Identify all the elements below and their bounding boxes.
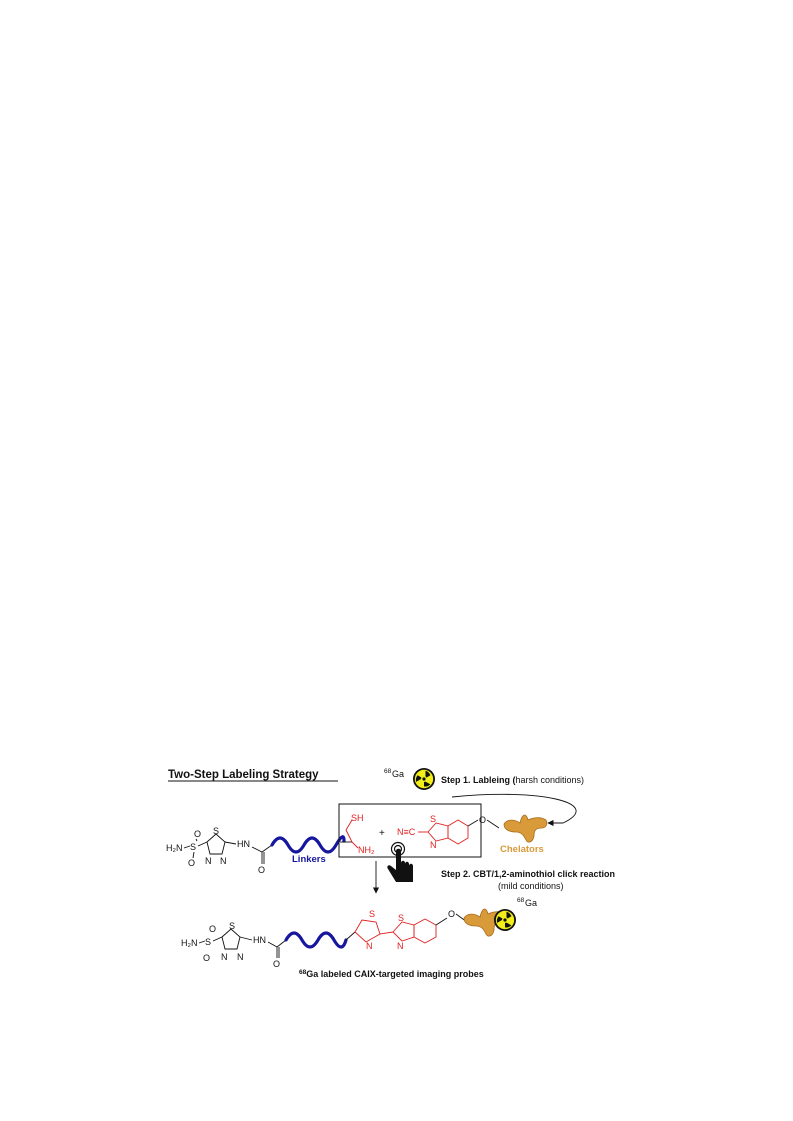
- linker-wave: [272, 837, 344, 852]
- aminothiol-fragment: [340, 813, 375, 855]
- sulfur-text: S: [430, 814, 437, 824]
- isotope-element: Ga: [392, 769, 405, 779]
- nitrogen-text: N: [430, 840, 437, 850]
- amine-text: NH₂: [358, 845, 375, 855]
- step1-arrow: [452, 794, 576, 823]
- sulfur-text: S: [190, 842, 197, 852]
- ether-oxygen-text: O: [448, 909, 456, 919]
- amide-nh-text: HN: [253, 935, 266, 945]
- oxygen-text: O: [209, 924, 217, 934]
- nitrogen-text: N: [220, 856, 227, 866]
- step1-bold: Step 1. Lableing (: [441, 775, 516, 785]
- radiation-icon: [494, 909, 516, 931]
- sulfonamide-thiadiazole-top: [166, 826, 272, 875]
- sulfur-text: S: [229, 921, 236, 931]
- scheme-title: Two-Step Labeling Strategy: [168, 769, 319, 781]
- oxygen-text: O: [203, 953, 211, 963]
- nitrogen-text: N: [237, 952, 244, 962]
- nitrogen-text: N: [397, 941, 404, 951]
- sulfur-text: S: [213, 826, 220, 836]
- linkers-label: Linkers: [292, 854, 326, 865]
- nitrogen-text: N: [205, 856, 212, 866]
- h2n-text: H₂N: [166, 843, 183, 853]
- h2n-text: H₂N: [181, 938, 198, 948]
- oxygen-text: O: [258, 865, 266, 875]
- radiation-icon: [413, 768, 435, 790]
- plus-sign: +: [379, 828, 385, 839]
- step1-normal: harsh conditions): [515, 775, 585, 785]
- product-caption: [299, 969, 484, 979]
- oxygen-text: O: [194, 829, 202, 839]
- chelators-label: Chelators: [500, 844, 544, 855]
- step1-label: [441, 775, 584, 785]
- sulfur-text: S: [398, 913, 405, 923]
- step2-line1: Step 2. CBT/1,2-aminothiol click reaction: [441, 869, 616, 879]
- nitrile-text: N≡C: [397, 827, 416, 837]
- caption-sup: 68: [299, 969, 307, 976]
- oxygen-text: O: [273, 959, 281, 969]
- chelator-shape: [504, 815, 547, 842]
- thiazoline-benzothiazole: [346, 909, 447, 951]
- cbt-fragment: [397, 814, 478, 850]
- thiol-text: SH: [351, 813, 364, 823]
- sulfonamide-thiadiazole-bottom: [181, 921, 286, 969]
- amide-nh-text: HN: [237, 839, 250, 849]
- oxygen-text: O: [188, 858, 196, 868]
- hand-pointer-icon: [387, 843, 413, 883]
- nitrogen-text: N: [366, 941, 373, 951]
- linker-wave: [286, 933, 346, 947]
- isotope-element: Ga: [525, 898, 538, 908]
- caption-text: Ga labeled CAIX-targeted imaging probes: [306, 969, 484, 979]
- ether-oxygen-text: O: [479, 815, 487, 825]
- nitrogen-text: N: [221, 952, 228, 962]
- sulfur-text: S: [369, 909, 376, 919]
- isotope-sup: 68: [517, 897, 525, 904]
- step2-line2: (mild conditions): [498, 881, 564, 891]
- sulfur-text: S: [205, 937, 212, 947]
- isotope-sup: 68: [384, 768, 392, 775]
